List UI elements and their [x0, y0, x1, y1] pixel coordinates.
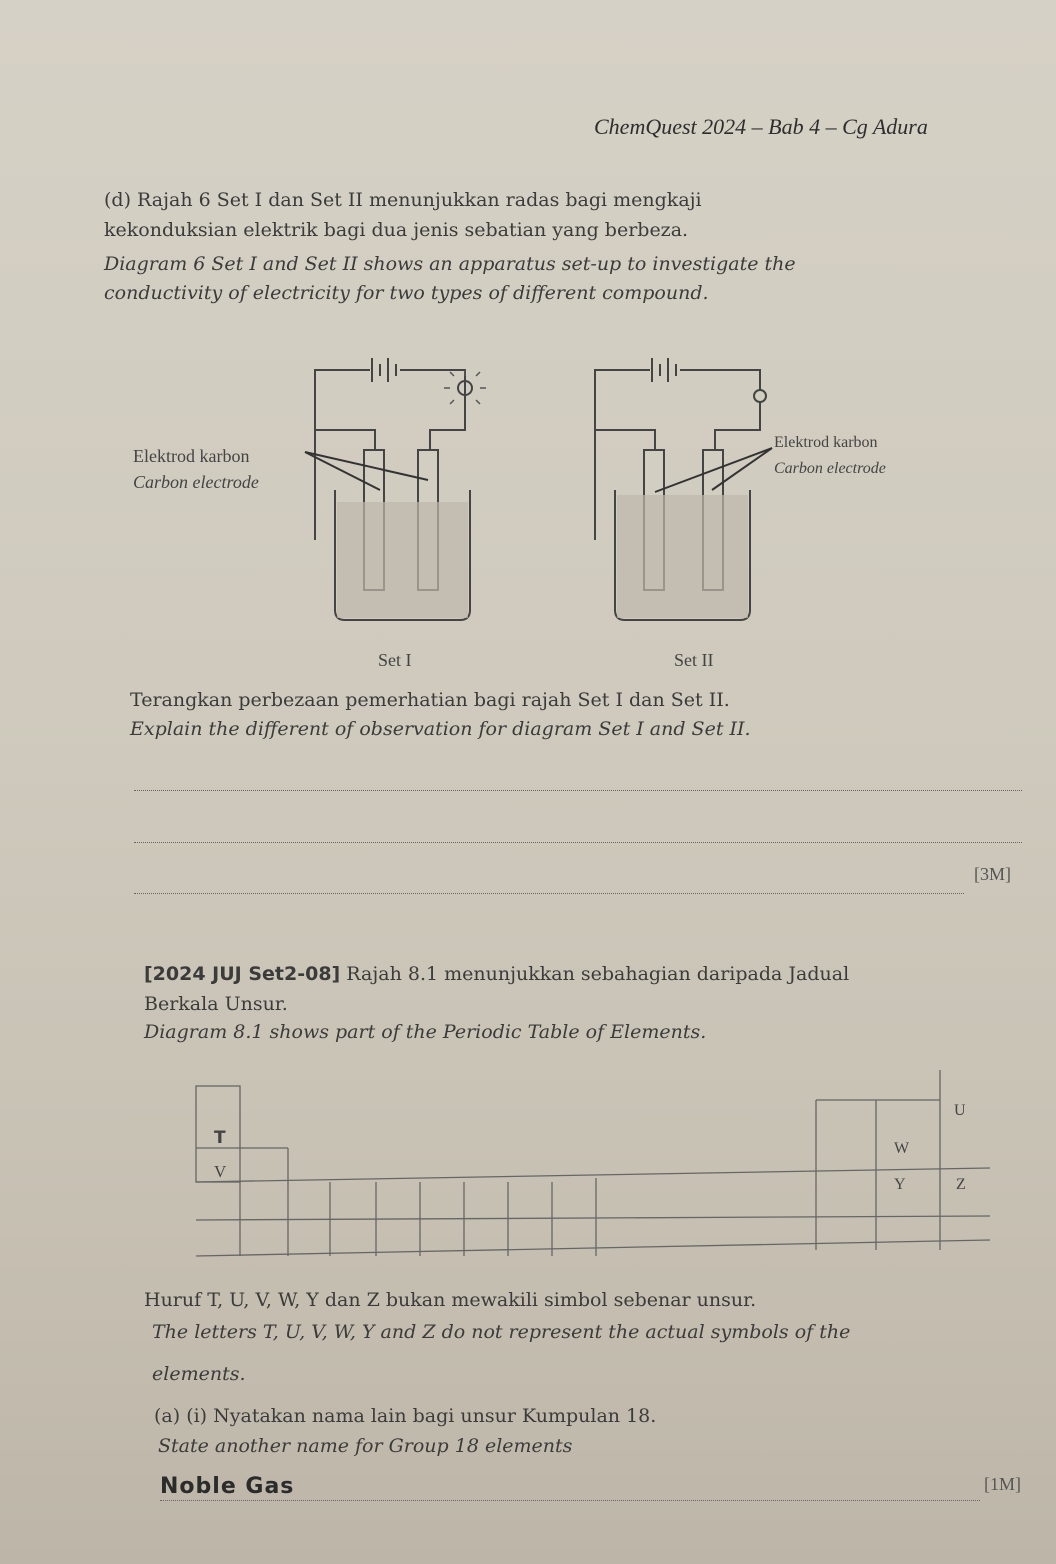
question-tag: [2024 JUJ Set2-08] [144, 963, 341, 985]
diagram-6-apparatus [300, 340, 780, 630]
q8-ms-line1: Rajah 8.1 menunjukkan sebahagian daripada Jadual [346, 963, 850, 985]
label-left-en: Carbon electrode [133, 472, 259, 492]
q8a-en: State another name for Group 18 elements [158, 1435, 573, 1457]
q8-ms-line2: Berkala Unsur. [144, 993, 288, 1015]
note-ms: Huruf T, U, V, W, Y dan Z bukan mewakili simbol sebenar unsur. [144, 1289, 757, 1311]
task-en: Explain the different of observation for diagram Set I and Set II. [130, 718, 751, 740]
element-v: V [214, 1162, 227, 1181]
question-d-en-line1: Diagram 6 Set I and Set II shows an apparatus set-up to investigate the [104, 253, 796, 275]
question-d-ms-line2: kekonduksian elektrik bagi dua jenis sebatian yang berbeza. [104, 219, 689, 241]
caption-set-2: Set II [674, 650, 714, 670]
task-ms: Terangkan perbezaan pemerhatian bagi rajah Set I dan Set II. [130, 689, 730, 711]
label-right-en: Carbon electrode [774, 460, 886, 477]
marks-3m: [3M] [974, 864, 1011, 884]
element-w: W [894, 1140, 910, 1157]
question-d-ms-line1: (d) Rajah 6 Set I dan Set II menunjukkan radas bagi mengkaji [104, 189, 702, 211]
question-d-en-line2: conductivity of electricity for two types of different compound. [104, 282, 709, 304]
answer-line-3[interactable] [134, 893, 964, 894]
q8a-ms: (a) (i) Nyatakan nama lain bagi unsur Kumpulan 18. [154, 1405, 657, 1427]
element-t: T [214, 1128, 226, 1148]
label-left-ms: Elektrod karbon [133, 446, 250, 466]
label-right-ms: Elektrod karbon [774, 434, 878, 451]
element-z: Z [956, 1176, 966, 1193]
answer-line-1[interactable] [134, 790, 1022, 791]
handwritten-answer[interactable]: Noble Gas [160, 1474, 295, 1499]
caption-set-1: Set I [378, 650, 412, 670]
element-u: U [954, 1102, 966, 1119]
answer-line-2[interactable] [134, 842, 1022, 843]
answer-line-q8a[interactable] [160, 1500, 980, 1501]
element-y: Y [894, 1176, 906, 1193]
note-en-line1: The letters T, U, V, W, Y and Z do not represent the actual symbols of the [152, 1321, 851, 1343]
page-header: ChemQuest 2024 – Bab 4 – Cg Adura [594, 114, 928, 139]
note-en-line2: elements. [152, 1363, 246, 1385]
periodic-table-grid [190, 1060, 990, 1270]
marks-1m: [1M] [984, 1474, 1021, 1494]
q8-en: Diagram 8.1 shows part of the Periodic Table of Elements. [144, 1021, 707, 1043]
